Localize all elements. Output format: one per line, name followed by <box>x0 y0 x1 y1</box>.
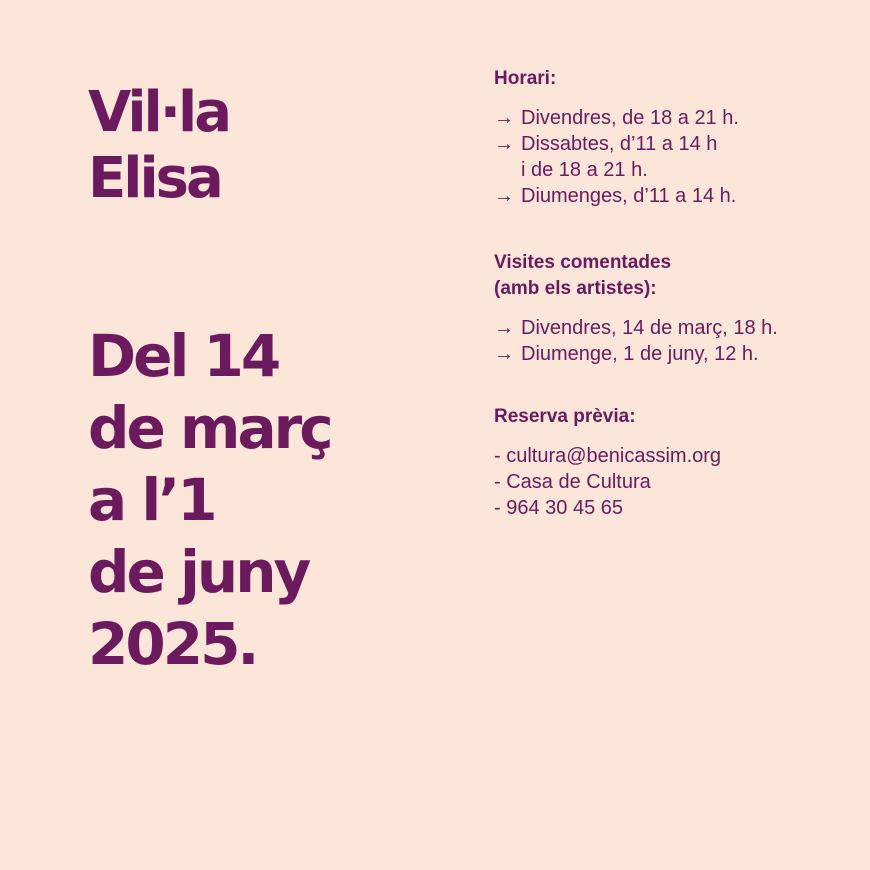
event-dates-line: de març <box>88 394 331 462</box>
event-dates-line: Del 14 <box>88 322 279 390</box>
opening-hours-section <box>494 66 854 209</box>
event-dates <box>88 320 331 680</box>
list-item-text: Divendres, 14 de març, 18 h. <box>521 317 778 339</box>
arrow-right-icon: → <box>494 343 514 365</box>
venue-title-line: Elisa <box>88 146 221 211</box>
booking-location: - Casa de Cultura <box>494 471 651 493</box>
booking-list <box>494 443 854 521</box>
list-item <box>494 131 854 157</box>
list-item <box>494 341 854 367</box>
list-item-text: Diumenge, 1 de juny, 12 h. <box>521 343 759 365</box>
arrow-right-icon: → <box>494 317 514 339</box>
list-item-text: Dissabtes, d’11 a 14 h <box>521 133 718 155</box>
guided-visits-heading-line: (amb els artistes): <box>494 278 657 299</box>
guided-visits-heading-line: Visites comentades <box>494 252 672 273</box>
venue-title-line: Vil·la <box>88 80 230 145</box>
list-item <box>494 315 854 341</box>
event-title-column <box>88 80 478 678</box>
booking-email[interactable]: - cultura@benicassim.org <box>494 445 722 467</box>
guided-visits-section <box>494 250 854 367</box>
arrow-right-icon: → <box>494 185 514 207</box>
list-item-text: i de 18 a 21 h. <box>521 159 648 181</box>
list-item <box>494 105 854 131</box>
arrow-right-icon: → <box>494 133 514 155</box>
info-column <box>494 66 854 521</box>
opening-hours-list <box>494 105 854 209</box>
opening-hours-heading: Horari: <box>494 68 557 89</box>
venue-title <box>88 80 478 212</box>
list-item-text: Diumenges, d’11 a 14 h. <box>521 185 737 207</box>
event-dates-line: 2025. <box>88 610 257 678</box>
list-item-text: Divendres, de 18 a 21 h. <box>521 107 739 129</box>
booking-heading: Reserva prèvia: <box>494 406 636 427</box>
event-dates-line: de juny <box>88 538 309 606</box>
list-item-continuation <box>494 157 854 183</box>
arrow-right-icon: → <box>494 107 514 129</box>
guided-visits-list <box>494 315 854 367</box>
booking-section <box>494 404 854 521</box>
event-dates-line: a l’1 <box>88 466 215 534</box>
list-item <box>494 183 854 209</box>
booking-phone[interactable]: - 964 30 45 65 <box>494 497 623 519</box>
guided-visits-heading <box>494 250 854 302</box>
